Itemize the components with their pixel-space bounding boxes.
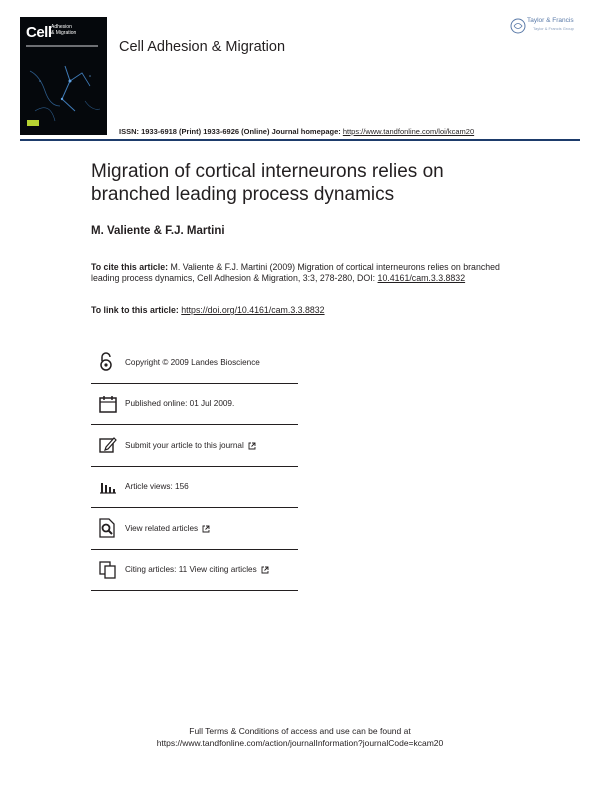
citation-label: To cite this article: (91, 262, 169, 272)
article-info-list (91, 342, 298, 591)
info-label (125, 524, 210, 533)
info-label: Article views: 156 (125, 482, 189, 492)
cover-logo: Cell (26, 24, 52, 41)
article-link-label: To link to this article: (91, 305, 182, 315)
info-item-citing[interactable] (91, 550, 298, 592)
info-label (125, 441, 256, 450)
journal-cover-image (20, 17, 107, 135)
external-link-icon (202, 525, 210, 533)
info-item-copyright (91, 342, 298, 384)
citation-text: M. Valiente & F.J. Martini (2009) Migration of cortical interneurons relies on branched leading process dynamics, Cell Adhesion & Migration, 3:3, 278-280, DOI: (91, 262, 500, 284)
info-label-text: View related articles (125, 523, 199, 533)
article-title: Migration of cortical interneurons relies on branched leading process dynamics (91, 161, 444, 205)
external-link-icon (261, 566, 269, 574)
citation-block (91, 262, 511, 285)
info-label-text: Citing articles: 11 View citing articles (125, 565, 257, 575)
info-item-published (91, 384, 298, 426)
cover-subtitle-line2: & Migration (51, 30, 77, 36)
cover-subtitle-line1: Adhesion (51, 24, 72, 30)
issn-text: ISSN: 1933-6918 (Print) 1933-6926 (Online) Journal homepage: (119, 127, 343, 136)
info-item-views (91, 467, 298, 509)
issn-line (119, 127, 474, 136)
article-doi-link[interactable]: https://doi.org/10.4161/cam.3.3.8832 (181, 305, 325, 315)
footer-terms: Full Terms & Conditions of access and use can be found at (189, 726, 411, 736)
info-label-text: Submit your article to this journal (125, 440, 244, 450)
info-label (125, 565, 269, 574)
info-label: Published online: 01 Jul 2009. (125, 399, 235, 409)
publisher-subtitle: Taylor & Francis Group (533, 26, 574, 31)
search-document-icon (91, 518, 125, 538)
edit-icon (91, 436, 125, 454)
publisher-name: Taylor & Francis (527, 17, 574, 24)
cover-subtitle (51, 24, 76, 36)
article-link-block (91, 305, 325, 315)
info-label: Copyright © 2009 Landes Bioscience (125, 357, 260, 367)
calendar-icon (91, 395, 125, 413)
footer (0, 726, 600, 749)
cover-badge (27, 120, 39, 126)
footer-terms-link[interactable]: https://www.tandfonline.com/action/journalInformation?journalCode=kcam20 (156, 737, 444, 748)
open-access-icon (91, 352, 125, 372)
header-divider (20, 139, 580, 141)
journal-title: Cell Adhesion & Migration (119, 39, 286, 55)
article-authors: M. Valiente & F.J. Martini (91, 225, 225, 237)
bar-chart-icon (91, 480, 125, 494)
external-link-icon (248, 442, 256, 450)
cover-band (26, 45, 98, 47)
journal-homepage-link[interactable]: https://www.tandfonline.com/loi/kcam20 (342, 127, 475, 136)
info-item-submit[interactable] (91, 425, 298, 467)
info-item-related[interactable] (91, 508, 298, 550)
citation-doi-link[interactable]: 10.4161/cam.3.3.8832 (377, 273, 466, 284)
citing-articles-icon (91, 561, 125, 579)
